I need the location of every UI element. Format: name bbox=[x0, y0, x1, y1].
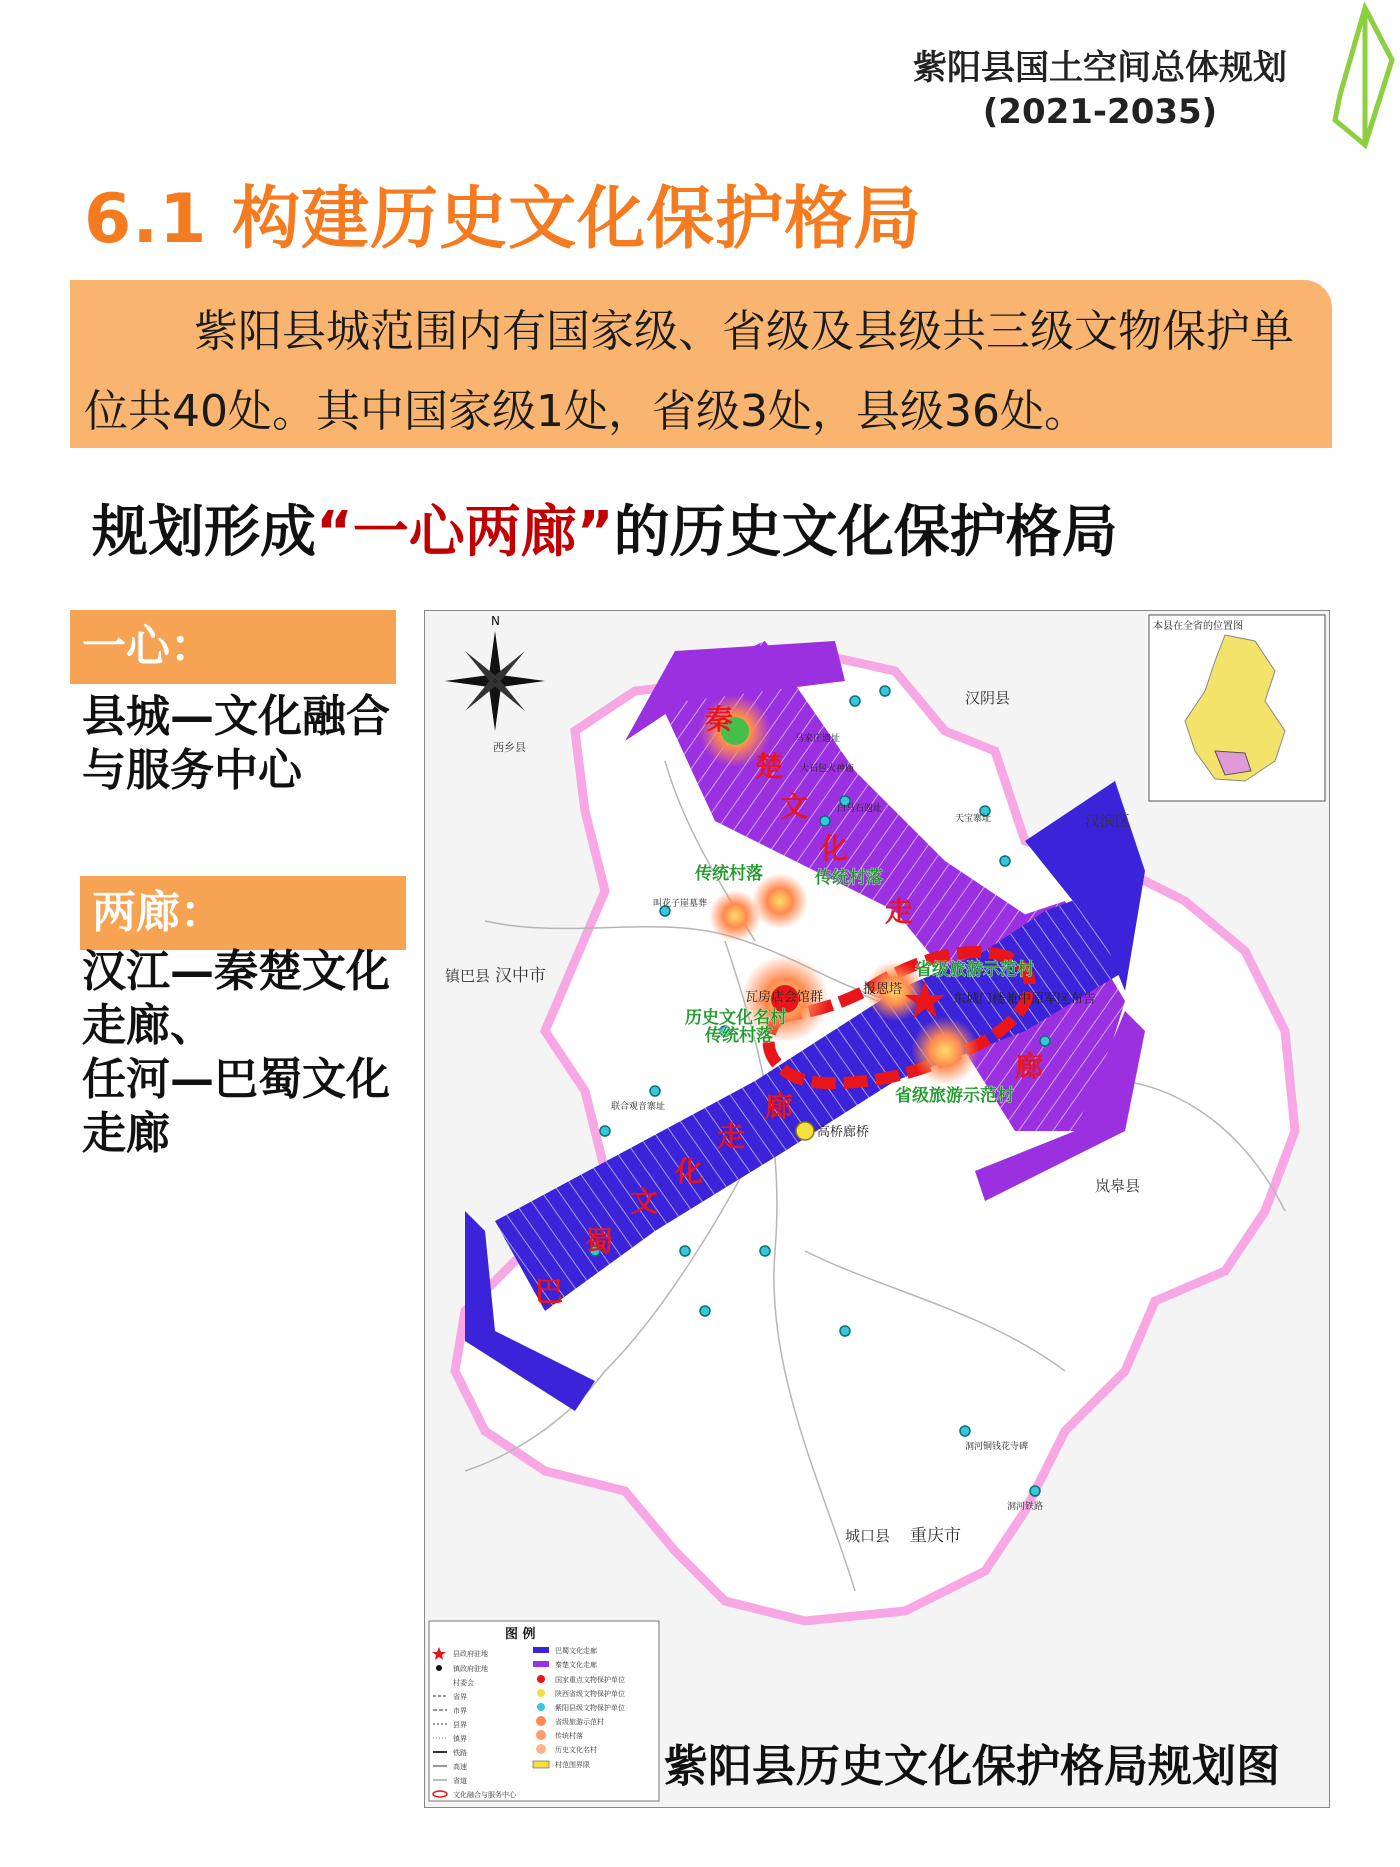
legend-title: 图 例 bbox=[505, 1627, 536, 1642]
legend-item-12: 巴蜀文化走廊 bbox=[555, 1647, 597, 1655]
green-label-6: 省级旅游示范村 bbox=[895, 1086, 1014, 1106]
legend-item-18: 传统村落 bbox=[555, 1732, 583, 1740]
inset-location-map bbox=[1149, 615, 1325, 801]
legend-item-13: 秦楚文化走廊 bbox=[555, 1661, 597, 1669]
site-label-wafangdian: 瓦房店会馆群 bbox=[745, 990, 824, 1005]
qinchu-char-3: 文 bbox=[780, 791, 809, 822]
legend-item-1: 县政府驻地 bbox=[453, 1650, 488, 1658]
green-diamond-decoration bbox=[1240, 0, 1400, 160]
legend-item-5: 市界 bbox=[453, 1707, 467, 1715]
site-label-east-gate: 东城门楼兼中原军区布告 bbox=[953, 992, 1097, 1007]
legend-item-2: 镇政府驻地 bbox=[453, 1665, 488, 1673]
plan-title-line2: (2021-2035) bbox=[982, 92, 1218, 132]
bashu-char-1: 巴 bbox=[535, 1276, 564, 1307]
green-label-4: 历史文化名村 bbox=[685, 1008, 787, 1028]
region-label-hanbin: 汉滨区 bbox=[1085, 812, 1131, 830]
one-heart-description: 县城—文化融合 与服务中心 bbox=[82, 691, 390, 796]
bashu-char-2: 蜀 bbox=[585, 1226, 614, 1257]
site-label-baimashi: 白马石遗址 bbox=[837, 804, 883, 814]
provincial-heritage-site-marker bbox=[796, 1122, 814, 1140]
qinchu-char-4: 化 bbox=[820, 833, 849, 864]
subtitle-post: 的历史文化保护格局 bbox=[613, 500, 1118, 565]
north-arrow-icon bbox=[445, 631, 545, 731]
qinchu-char-6: 廊 bbox=[1015, 1051, 1044, 1082]
legend-item-14: 国家重点文物保护单位 bbox=[555, 1676, 625, 1684]
region-label-chongqing: 重庆市 bbox=[910, 1526, 961, 1546]
region-label-xixiang: 西乡县 bbox=[493, 741, 526, 754]
green-label-5: 传统村落 bbox=[705, 1026, 773, 1046]
subtitle-highlight: “一心两廊” bbox=[316, 500, 614, 565]
bashu-char-5: 走 bbox=[717, 1121, 746, 1152]
inset-title: 本县在全省的位置图 bbox=[1153, 621, 1243, 632]
legend-item-19: 历史文化名村 bbox=[555, 1746, 597, 1754]
map-title: 紫阳县历史文化保护格局规划图 bbox=[664, 1741, 1280, 1792]
region-label-zhenba: 镇巴县 bbox=[445, 967, 491, 985]
region-label-hanyin: 汉阴县 bbox=[965, 689, 1011, 707]
legend-item-9: 高速 bbox=[453, 1763, 467, 1771]
legend-item-15: 陕西省级文物保护单位 bbox=[555, 1690, 625, 1698]
site-label-majiazhuang: 马家庄遗址 bbox=[795, 734, 841, 744]
green-label-1: 传统村落 bbox=[695, 864, 763, 884]
site-label-gaoqiao-bridge: 高桥廊桥 bbox=[817, 1125, 870, 1140]
bashu-char-3: 文 bbox=[630, 1186, 659, 1217]
intro-paragraph: 紫阳县城范围内有国家级、省级及县级共三级文物保护单位共40处。其中国家级1处，省级3处，县级36处。 bbox=[70, 280, 1332, 448]
two-corridors-description: 汉江—秦楚文化 走廊、 任河—巴蜀文化 走廊 bbox=[82, 946, 390, 1159]
tourism-village-burst-south bbox=[911, 1017, 979, 1085]
legend-item-17: 省级旅游示范村 bbox=[555, 1718, 604, 1726]
heritage-pattern-map bbox=[424, 610, 1330, 1808]
site-label-dashibao: 大石包火神庙 bbox=[800, 764, 855, 774]
legend-item-3: 村委会 bbox=[453, 1679, 474, 1687]
legend-item-6: 县界 bbox=[453, 1721, 467, 1729]
legend-item-4: 省界 bbox=[453, 1693, 467, 1701]
legend-item-10: 省道 bbox=[453, 1777, 467, 1785]
one-heart-tag: 一心： bbox=[70, 610, 396, 684]
pattern-subtitle bbox=[92, 488, 1118, 568]
legend-item-16: 紫阳县级文物保护单位 bbox=[555, 1704, 625, 1712]
plan-title-line1: 紫阳县国土空间总体规划 bbox=[913, 48, 1287, 88]
qinchu-char-1: 秦 bbox=[705, 704, 734, 735]
site-label-baoen-tower: 报恩塔 bbox=[863, 982, 903, 997]
legend-town-icon bbox=[436, 1665, 442, 1671]
map-legend bbox=[429, 1621, 659, 1801]
section-title: 6.1 构建历史文化保护格局 bbox=[84, 180, 923, 259]
site-label-tianbao: 天宝寨址 bbox=[955, 814, 992, 824]
region-label-langao: 岚皋县 bbox=[1095, 1177, 1141, 1195]
subtitle-pre: 规划形成 bbox=[92, 500, 316, 565]
bashu-char-6: 廊 bbox=[765, 1091, 794, 1122]
qinchu-char-5: 走 bbox=[885, 896, 914, 927]
site-label-xiangzi: 洞河铜钱花寺碑 bbox=[965, 1442, 1029, 1452]
legend-item-7: 镇界 bbox=[453, 1735, 467, 1743]
two-corridors-tag: 两廊： bbox=[80, 876, 406, 950]
region-label-chengkou: 城口县 bbox=[845, 1527, 891, 1545]
legend-item-20: 村范围界限 bbox=[555, 1761, 590, 1769]
green-label-3: 省级旅游示范村 bbox=[915, 960, 1034, 980]
legend-item-11: 文化融合与服务中心 bbox=[453, 1791, 516, 1799]
bashu-char-4: 化 bbox=[675, 1156, 704, 1187]
region-label-hanzhong: 汉中市 bbox=[495, 966, 546, 986]
north-label: N bbox=[491, 614, 500, 628]
site-label-jiaohuazi: 叫花子崖墓葬 bbox=[653, 899, 708, 909]
site-label-lianhe: 联合观音寨址 bbox=[611, 1102, 666, 1112]
map-canvas bbox=[425, 611, 1329, 1807]
traditional-village-burst-west bbox=[709, 890, 761, 942]
qinchu-char-2: 楚 bbox=[755, 751, 784, 782]
legend-item-8: 铁路 bbox=[453, 1749, 467, 1757]
site-label-jiaochangba: 洞河铁路 bbox=[1007, 1502, 1044, 1512]
green-label-2: 传统村落 bbox=[815, 868, 883, 888]
